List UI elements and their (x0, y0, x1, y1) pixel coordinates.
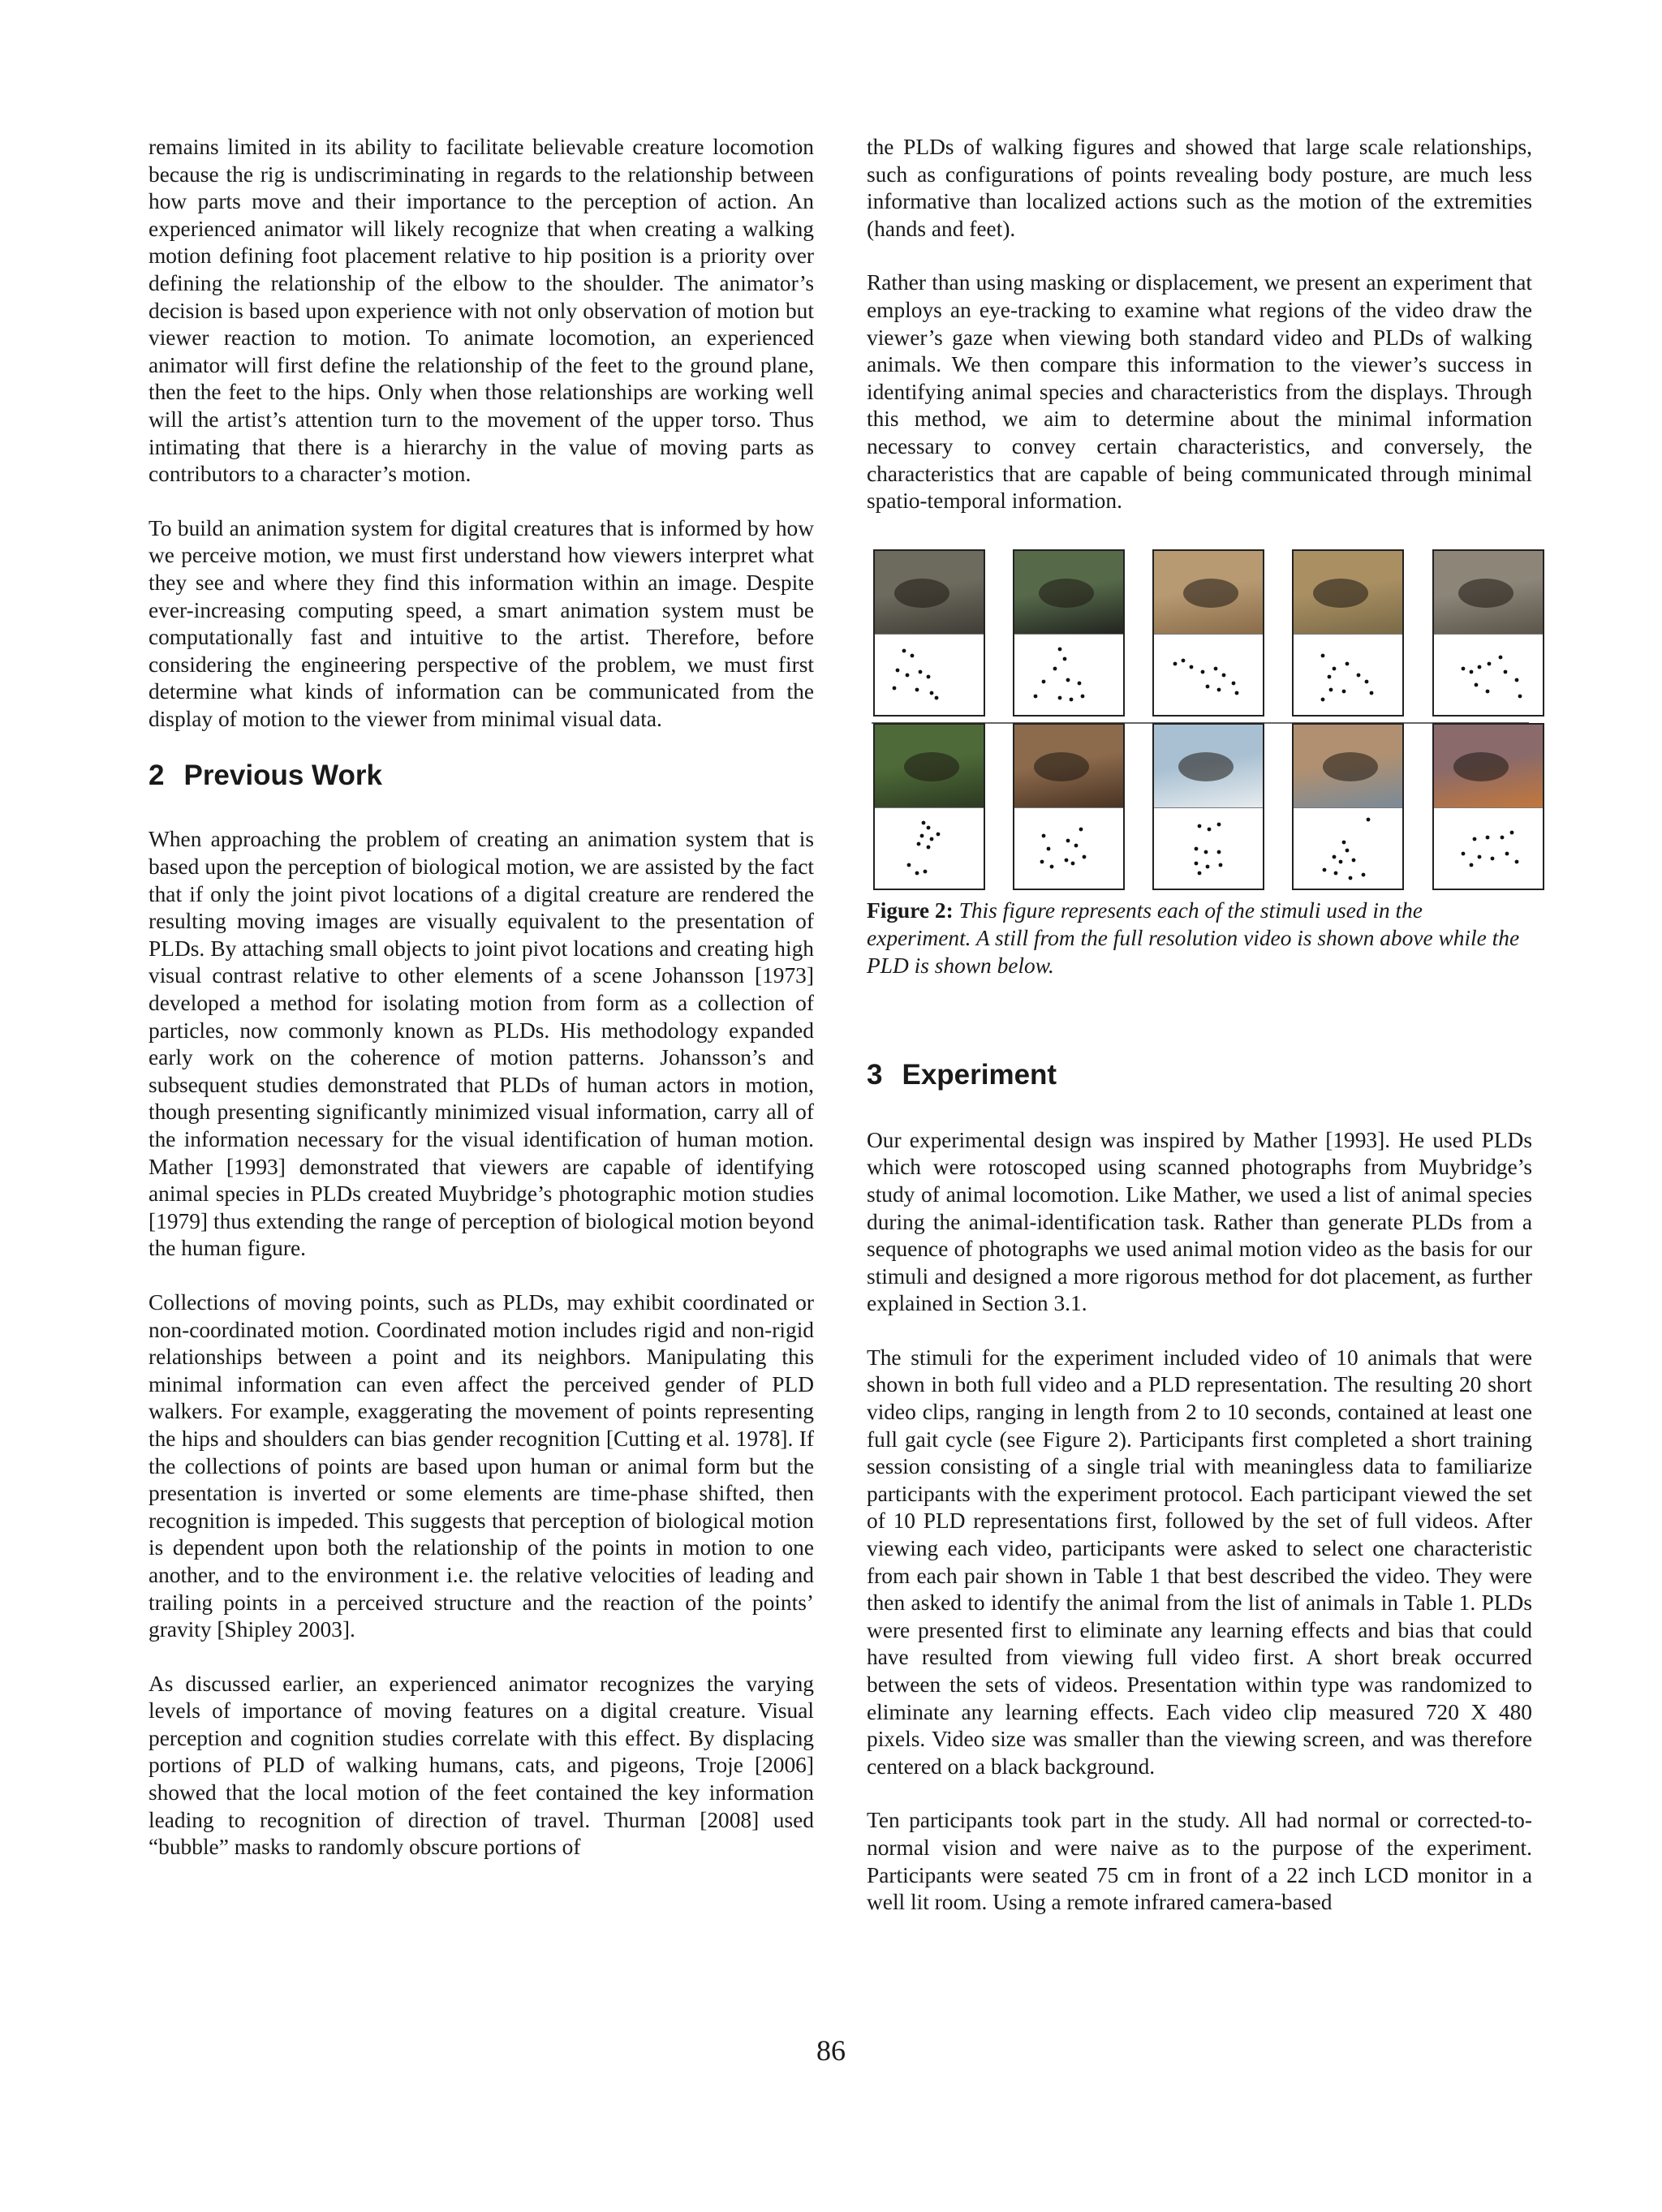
pld-dot (893, 686, 897, 690)
pld-dot (1190, 665, 1194, 669)
pld-dot (936, 832, 941, 836)
pld-dot (1217, 822, 1221, 826)
pld-dot (1204, 850, 1208, 854)
pld-dot (1195, 861, 1199, 865)
paragraph: As discussed earlier, an experienced animator recognizes the varying levels of importance of moving features on a digital creature. Visual perception and cognition studies correlate with this effect. By displacing portions of PLD of walking humans, cats, and pigeons, Troje [2006] showed that the local motion of the feet contained the key information leading to recognition of direction of travel. Thurman [2008] used “bubble” masks to randomly obscure portions of (149, 1671, 814, 1860)
paragraph: Our experimental design was inspired by Mather [1993]. He used PLDs which were rotoscoped using scanned photographs from Muybridge’s study of animal locomotion. Like Mather, we used a list of animal species during the animal-identification task. Rather than generate PLDs from a sequence of photographs we used animal motion video as the basis for our stimuli and designed a more rigorous method for dot placement, as further explained in Section 3.1. (867, 1127, 1532, 1316)
pld-dot (1362, 872, 1366, 876)
pld-dot (1206, 684, 1210, 688)
point-light-display (1014, 634, 1123, 716)
pld-dot (1339, 859, 1343, 863)
pld-dot (911, 653, 915, 657)
pld-dot (1079, 827, 1083, 831)
point-light-display (1294, 634, 1402, 716)
pld-dot (1063, 656, 1067, 661)
pld-dot (1470, 863, 1474, 867)
pld-dot (1081, 694, 1085, 698)
pld-dot (1198, 824, 1202, 828)
pld-dot (1510, 830, 1514, 834)
figure-label: Figure 2: (867, 897, 954, 923)
left-column (149, 134, 814, 1888)
pld-dot (1034, 694, 1038, 698)
pld-dot (1333, 854, 1337, 859)
pld-dot (1505, 851, 1509, 855)
pld-dot (1329, 687, 1333, 691)
pld-dot (1349, 876, 1353, 880)
video-still-image (1014, 551, 1123, 634)
stimulus-cell (1013, 723, 1125, 890)
pld-dot (1070, 697, 1074, 701)
pld-dot (919, 669, 923, 673)
video-still-image (875, 551, 984, 634)
paragraph: The stimuli for the experiment included video of 10 animals that were shown in both full video and a PLD representation. The resulting 20 short video clips, ranging in length from 2 to 10 seconds, contained at least one full gait cycle (see Figure 2). Participants first completed a short training session consisting of a single trial with meaningless data to familiarize participants with the experiment protocol. Each participant viewed the set of 10 PLD representations first, followed by the set of full videos. After viewing each video, participants were asked to select one characteristic from each pair shown in Table 1 that best described the video. They were then asked to identify the animal from the list of animals in Table 1. PLDs were presented first to eliminate any learning effects and bias that could have resulted from viewing full video first. A short break occurred between the sets of videos. Presentation within type was randomized to eliminate any learning effects. Each video clip measured 720 X 480 pixels. Video size was smaller than the viewing screen, and was therefore centered on a black background. (867, 1345, 1532, 1779)
paragraph: Ten participants took part in the study. All had normal or corrected-to-normal vision and were naive as to the purpose of the experiment. Participants were seated 75 cm in front of a 22 inch LCD monitor in a well lit room. Using a remote infrared camera-based (867, 1808, 1532, 1915)
pld-dot (1040, 859, 1044, 863)
pld-dot (917, 841, 921, 846)
pld-dot (1074, 843, 1079, 847)
paragraph: the PLDs of walking figures and showed that large scale relationships, such as configurations of points revealing body posture, are much less informative than localized actions such as the motion of the extremities (hands and feet). (867, 135, 1532, 241)
pld-dot (1499, 655, 1503, 659)
pld-dot (1352, 858, 1356, 862)
pld-dot (1078, 681, 1082, 685)
pld-dot (922, 820, 926, 824)
paragraph: When approaching the problem of creating an animation system that is based upon the perception of biological motion, we are assisted by the fact that if only the joint pivot locations of a digital creature are rendered the resulting moving images are visually equivalent to the presentation of PLDs. By attaching small objects to joint pivot locations and creating high visual contrast relative to other elements of a scene Johansson [1973] developed a method for isolating motion from form as a collection of particles, now commonly known as PLDs. His methodology expanded early work on the coherence of motion patterns. Johansson’s and subsequent studies demonstrated that PLDs of human actors in motion, though presenting significantly minimized visual information, carry all of the information necessary for the visual identification of human motion. Mather [1993] demonstrated that viewers are capable of identifying animal species in PLDs created Muybridge’s photographic motion studies [1979] thus extending the range of perception of biological motion beyond the human figure. (149, 827, 814, 1261)
pld-dot (1042, 833, 1046, 837)
video-still-image (1294, 551, 1402, 634)
pld-dot (1367, 817, 1371, 821)
pld-dot (1333, 666, 1337, 670)
pld-dot (1182, 658, 1186, 662)
pld-dot (1357, 673, 1361, 677)
pld-dot (1346, 661, 1350, 665)
figure-caption-text: This figure represents each of the stimuli used in the experiment. A still from the full resolution video is shown above while the PLD is shown below. (867, 897, 1520, 978)
pld-dot (927, 845, 931, 849)
pld-dot (1235, 691, 1239, 695)
pld-dot (1462, 666, 1466, 670)
point-light-display (1154, 634, 1263, 716)
point-light-display (1154, 807, 1263, 889)
page-number: 86 (816, 2034, 846, 2067)
video-still-image (1434, 725, 1543, 807)
pld-dot (1342, 840, 1346, 844)
pld-dot (930, 837, 934, 841)
pld-dot (1065, 858, 1069, 862)
point-light-display (875, 634, 984, 716)
video-still-image (1014, 725, 1123, 807)
pld-dot (1370, 691, 1374, 695)
pld-dot (1217, 850, 1221, 854)
section-number: 2 (149, 760, 165, 792)
section-number: 3 (867, 1058, 883, 1091)
pld-dot (1066, 678, 1070, 682)
pld-dot (1365, 679, 1369, 683)
video-still-image (1154, 725, 1263, 807)
pld-dot (1491, 856, 1495, 860)
pld-dot (1504, 669, 1508, 673)
pld-dot (1066, 838, 1070, 842)
point-light-display (1294, 807, 1402, 889)
stimulus-cell (1152, 723, 1264, 890)
pld-dot (927, 825, 931, 829)
paragraph: Rather than using masking or displacement, we present an experiment that employs an eye-tracking to examine what regions of the video draw the viewer’s gaze when viewing both standard video and PLDs of walking animals. We then compare this information to the viewer’s success in identifying animal species and characteristics from the displays. Through this method, we aim to determine about the minimal information necessary to convey certain characteristics, and conversely, the characteristics that are capable of being communicated through minimal spatio-temporal information. (867, 270, 1532, 514)
pld-dot (1232, 681, 1236, 685)
pld-dot (1328, 674, 1332, 678)
pld-dot (930, 691, 934, 695)
pld-dot (1217, 687, 1221, 691)
stimulus-cell (1432, 723, 1544, 890)
pld-dot (1473, 837, 1477, 841)
pld-dot (1462, 851, 1466, 855)
pld-dot (1486, 689, 1490, 693)
point-light-display (875, 807, 984, 889)
pld-dot (1515, 678, 1519, 682)
pld-dot (1321, 653, 1325, 657)
paragraph: Collections of moving points, such as PLDs, may exhibit coordinated or non-coordinated motion. Coordinated motion includes rigid and non-rigid relationships between a point and its neighbors. Manipulating this minimal information can even affect the perceived gender of PLD walkers. For example, exaggerating the movement of points representing the hips and shoulders can bias gender recognition [Cutting et al. 1978]. If the collections of points are based upon human or animal form but the presentation is inverted or some elements are time-phase shifted, then recognition is impeded. This suggests that perception of biological motion is dependent upon both the relationship of the points in motion to one another, and to the environment i.e. the relative velocities of leading and trailing points in a perceived structure and the reaction of the points’ gravity [Shipley 2003]. (149, 1289, 814, 1642)
pld-dot (1214, 666, 1218, 670)
pld-dot (1219, 863, 1223, 867)
pld-dot (1323, 867, 1327, 871)
pld-dot (1195, 846, 1199, 850)
pld-dot (906, 673, 910, 677)
pld-dot (907, 863, 911, 867)
pld-dot (1053, 666, 1057, 670)
pld-dot (1198, 871, 1202, 875)
pld-dot (935, 695, 939, 699)
pld-dot (902, 648, 906, 652)
pld-dot (1047, 846, 1051, 850)
pld-dot (1488, 661, 1492, 665)
pld-dot (1486, 835, 1490, 839)
stimulus-cell (873, 723, 985, 890)
pld-dot (1346, 848, 1350, 852)
stimulus-cell (1292, 549, 1404, 717)
stimulus-cell (873, 549, 985, 717)
video-still-image (1154, 551, 1263, 634)
section-title: Experiment (902, 1058, 1057, 1091)
paragraph: To build an animation system for digital creatures that is informed by how we perceive motion, we must first understand how viewers interpret what they see and where they find this information within an image. Despite ever-increasing computing speed, a smart animation system must be computationally fast and intuitive to the artist. Therefore, before considering the engineering perspective of the problem, we must first determine what kinds of information can be communicated from the display of motion to the viewer from minimal visual data. (149, 515, 814, 731)
pld-dot (1058, 695, 1062, 699)
pld-dot (1478, 665, 1482, 669)
point-light-display (1434, 807, 1543, 889)
figure-2 (867, 549, 1532, 890)
pld-dot (1334, 871, 1338, 875)
pld-dot (1470, 669, 1474, 673)
paragraph: remains limited in its ability to facilitate believable creature locomotion because the rig is undiscriminating in regards to the relationship between how parts move and their importance to the perception of action. An experienced animator will likely recognize that when creating a walking motion defining foot placement relative to hip position is a priority over defining the relationship of the elbow to the shoulder. The animator’s decision is based upon experience with not only observation of motion but viewer reaction to motion. To animate locomotion, an experienced animator will first define the relationship of the feet to the ground plane, then the feet to the hips. Only when those relationships are working well will the artist’s attention turn to the movement of the upper torso. Thus intimating that there is a hierarchy in the value of moving parts as contributors to a character’s motion. (149, 135, 814, 487)
pld-dot (1478, 854, 1482, 859)
pld-dot (1173, 661, 1178, 665)
pld-dot (915, 687, 919, 691)
stimulus-cell (1152, 549, 1264, 717)
pld-dot (1201, 669, 1205, 673)
pld-dot (1206, 864, 1210, 868)
pld-dot (927, 674, 931, 678)
stimulus-cell (1292, 723, 1404, 890)
section-title: Previous Work (183, 760, 382, 792)
pld-dot (896, 668, 900, 672)
pld-dot (1050, 864, 1054, 868)
point-light-display (1434, 634, 1543, 716)
section-heading (149, 760, 814, 792)
pld-dot (1042, 679, 1046, 683)
pld-dot (1342, 689, 1346, 693)
section-heading (867, 1059, 1532, 1091)
pld-dot (1222, 673, 1226, 677)
pld-dot (924, 869, 928, 873)
pld-dot (915, 871, 919, 875)
pld-dot (1083, 854, 1087, 859)
stimulus-cell (1432, 549, 1544, 717)
video-still-image (1294, 725, 1402, 807)
pld-dot (1501, 835, 1505, 839)
stimulus-cell (1013, 549, 1125, 717)
pld-dot (1518, 694, 1522, 698)
pld-dot (1321, 697, 1325, 701)
pld-dot (1071, 861, 1075, 865)
video-still-image (875, 725, 984, 807)
point-light-display (1014, 807, 1123, 889)
pld-dot (1058, 647, 1062, 651)
pld-dot (920, 833, 924, 837)
video-still-image (1434, 551, 1543, 634)
pld-dot (1475, 682, 1479, 686)
figure-caption (867, 897, 1532, 979)
right-column (867, 134, 1532, 1943)
pld-dot (1208, 827, 1212, 831)
pld-dot (1515, 859, 1519, 863)
